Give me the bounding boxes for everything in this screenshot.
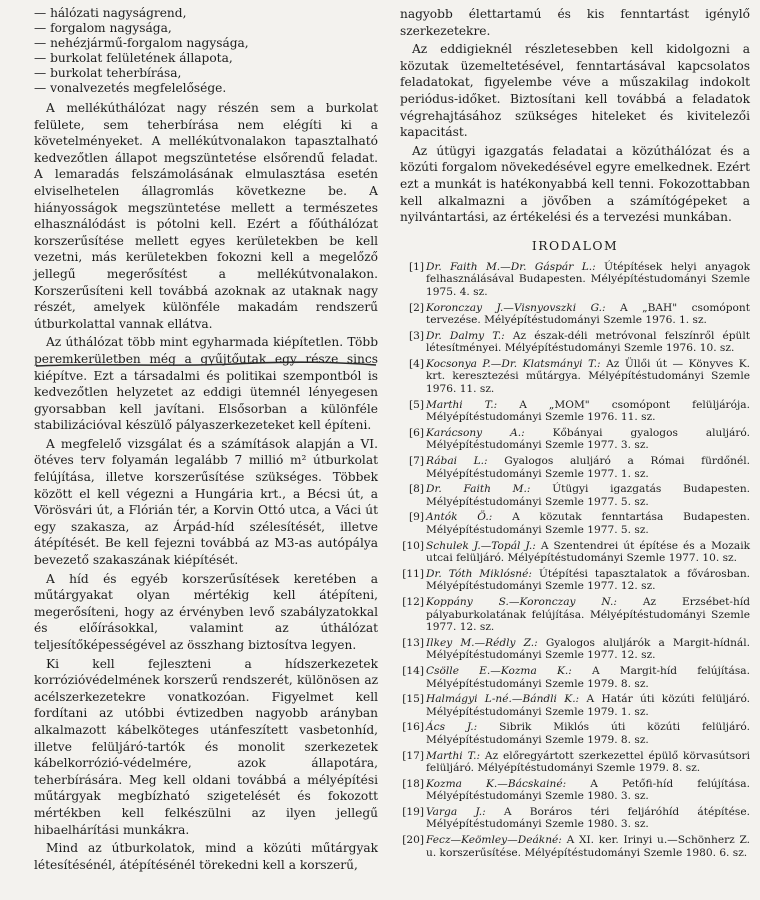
reference-authors: Ilkey M.—Rédly Z.: — [426, 636, 538, 649]
body-paragraph: Az eddigieknél részletesebben kell kidolgozni a közutak üzemeltetésével, fenntartásával kapcsolatos feladatokat, figyelembe véve a műszakilag indokolt periódus-időket. Biztosítani kell továbbá a feladatok végrehajtásához szükséges hiteleket és kivitelezői kapacitást. — [400, 42, 750, 140]
reference-item — [400, 750, 750, 775]
reference-item — [400, 358, 750, 396]
reference-text: Az Üllői út — Könyves K. krt. keresztezési műtárgya. Mélyépítéstudományi Szemle 1976. 11. sz. — [426, 357, 750, 396]
reference-item — [400, 511, 750, 536]
reference-item — [400, 806, 750, 831]
reference-authors: Ács J.: — [426, 721, 478, 734]
reference-authors: Koronczay J.—Visnyovszki G.: — [426, 301, 606, 314]
reference-number: [16] — [402, 721, 424, 734]
reference-number: [1] — [408, 260, 424, 273]
body-paragraph: A híd és egyéb korszerűsítések keretében a műtárgyakat olyan mértékig kell átépíteni, megerősíteni, hogy az érvényben levő szabályzatokkal és előírásokkal, valamint az úthálózat teljesítőképességével az összhang biztosítva legyen. — [34, 571, 378, 652]
reference-number: [13] — [402, 636, 424, 649]
reference-text: A „MOM" csomópont felüljárója. Mélyépítéstudományi Szemle 1976. 11. sz. — [426, 398, 750, 424]
reference-number: [15] — [402, 693, 424, 706]
reference-item — [400, 693, 750, 718]
reference-item — [400, 455, 750, 480]
reference-item — [400, 540, 750, 565]
reference-text: Útépítések helyi anyagok felhasználásával Budapesten. Mélyépítéstudományi Szemle 1975. 4. sz. — [426, 260, 751, 298]
body-paragraph: Az útügyi igazgatás feladatai a közúthálózat és a közúti forgalom növekedésével egyre emelkednek. Ezért ezt a munkát is hatékonyabbá kell tenni. Fokozottabban kell alkalmazni a jövőben a számítógépeket a nyilvántartási, az értékelési és a tervezési munkában. — [400, 143, 750, 225]
reference-item — [400, 778, 750, 803]
reference-number: [18] — [402, 777, 424, 790]
reference-authors: Varga J.: — [426, 805, 486, 818]
references-list — [400, 261, 750, 860]
right-column — [400, 6, 750, 862]
reference-text: Kőbányai gyalogos aluljáró. Mélyépítéstudományi Szemle 1977. 3. sz. — [426, 426, 750, 452]
reference-text: A Határ úti közúti felüljáró. Mélyépítéstudományi Szemle 1979. 1. sz. — [426, 693, 750, 718]
reference-item — [400, 596, 750, 634]
reference-text: A Szentendrei út építése és a Mozaik utcai felüljáró. Mélyépítéstudományi Szemle 1977. 10. sz. — [426, 539, 751, 565]
body-paragraph: Mind az útburkolatok, mind a közúti műtárgyak létesítésénél, átépítésénél törekedni kell a korszerű, — [34, 841, 378, 872]
reference-text: A Margit-híd felújítása. Mélyépítéstudományi Szemle 1979. 8. sz. — [426, 664, 750, 690]
reference-item — [400, 637, 750, 662]
reference-authors: Csölle E.—Kozma K.: — [426, 664, 572, 677]
reference-text: A „BAH" csomópont tervezése. Mélyépítéstudományi Szemle 1976. 1. sz. — [426, 301, 750, 327]
list-item: — burkolat teherbírása, — [34, 66, 378, 81]
criteria-list — [34, 6, 378, 96]
list-item: — nehézjármű-forgalom nagysága, — [34, 36, 378, 51]
reference-number: [5] — [408, 398, 424, 411]
reference-text: Sibrik Miklós úti közúti felüljáró. Mélyépítéstudományi Szemle 1979. 8. sz. — [426, 721, 750, 746]
reference-authors: Rábai L.: — [426, 455, 488, 468]
reference-number: [2] — [408, 301, 424, 314]
reference-text: Gyalogos aluljáró a Római fürdőnél. Mélyépítéstudományi Szemle 1977. 1. sz. — [426, 455, 750, 480]
reference-authors: Dr. Tóth Miklósné: — [426, 567, 532, 580]
reference-item — [400, 427, 750, 452]
reference-text: A Boráros téri feljáróhíd átépítése. Mélyépítéstudományi Szemle 1980. 3. sz. — [426, 805, 750, 831]
reference-authors: Fecz—Keömley—Deákné: — [426, 834, 562, 847]
reference-item — [400, 721, 750, 746]
reference-text: Az Erzsébet-híd pályaburkolatának felújítása. Mélyépítéstudományi Szemle 1977. 12. sz. — [426, 595, 750, 634]
body-paragraph: A mellékúthálózat nagy részén sem a burkolat felülete, sem teherbírása nem elégíti ki a követelményeket. A mellékútvonalakon tapasztalható kedvezőtlen állapot megszüntetése elsőrendű feladat. A lemaradás felszámolásának elmulasztása esetén elviselhetelen állagromlás következne be. A hiányosságok megszüntetése mellett a természetes elhasználódást is pótolni kell. Ezért a főúthálózat korszerűsítése mellett egyes kerületekben be kell vezetni, más kerületekben fokozni kell a megelőző jellegű megerősítést a mellékútvonalakon. Korszerűsíteni kell továbbá azoknak az utaknak nagy részét, amelyek különféle makadám rendszerű útburkolattal vannak ellátva. — [34, 101, 378, 331]
references-title: IRODALOM — [531, 237, 619, 253]
reference-number: [9] — [408, 511, 424, 524]
reference-item — [400, 302, 750, 327]
reference-item — [400, 330, 750, 355]
reference-authors: Koppány S.—Koronczay N.: — [426, 595, 617, 608]
reference-item — [400, 483, 750, 508]
body-paragraph: Az úthálózat több mint egyharmada kiépítetlen. Több peremkerületben még a gyűjtőutak egy része sincs kiépítve. Ezt a társadalmi és politikai szempontból is kedvezőtlen helyzetet az eddigi ütemnél lényegesen gyorsabban kell javítani. Elsősorban a különféle stabilizációval készülő pályaszerkezeteket kell építeni. — [34, 335, 378, 433]
reference-text: Az észak-déli metróvonal felszínről épült létesítményei. Mélyépítéstudományi Szemle 1976. 10. sz. — [426, 329, 751, 355]
reference-number: [4] — [408, 357, 424, 370]
reference-authors: Karácsony A.: — [426, 426, 525, 439]
reference-item — [400, 834, 750, 859]
reference-authors: Marthi T.: — [426, 398, 498, 411]
list-item: — vonalvezetés megfelelősége. — [34, 81, 378, 96]
reference-item — [400, 399, 750, 424]
list-item: — hálózati nagyságrend, — [34, 6, 378, 21]
reference-item — [400, 665, 750, 690]
body-paragraph: Ki kell fejleszteni a hídszerkezetek korrózióvédelmének korszerű rendszerét, különösen az acélszerkezetekre vonatkozóan. Figyelmet kell fordítani az utóbbi évtizedben nagyobb arányban alkalmazott kábelköteges utánfeszített vasbetonhíd, illetve felüljáró-tartók és monolit szerkezetek kábelkorrózió-védelmére, azok állapotára, teherbírására. Meg kell oldani továbbá a mélyépítési műtárgyak megbízható szigetelését és fokozott mértékben kell felkészülni az ilyen jellegű hibaelhárítási munkákra. — [34, 656, 378, 837]
list-item: — burkolat felületének állapota, — [34, 51, 378, 66]
reference-text: Útépítési tapasztalatok a fővárosban. Mélyépítéstudományi Szemle 1977. 12. sz. — [426, 567, 751, 593]
reference-number: [17] — [402, 749, 424, 762]
list-item: — forgalom nagysága, — [34, 21, 378, 36]
reference-number: [8] — [408, 483, 424, 496]
reference-authors: Antók Ö.: — [426, 511, 493, 524]
reference-text: Az előregyártott szerkezettel épülő körvasútsori felüljáró. Mélyépítéstudományi Szemle 1979. 8. sz. — [426, 749, 750, 775]
reference-number: [3] — [408, 329, 424, 342]
reference-number: [11] — [402, 567, 424, 580]
reference-text: A Petőfi-híd felújítása. Mélyépítéstudományi Szemle 1980. 3. sz. — [426, 777, 750, 803]
reference-authors: Dr. Faith M.: — [426, 483, 531, 496]
reference-number: [10] — [402, 539, 424, 552]
reference-text: Útügyi igazgatás Budapesten. Mélyépítéstudományi Szemle 1977. 5. sz. — [426, 483, 751, 508]
body-paragraph: A megfelelő vizsgálat és a számítások alapján a VI. ötéves terv folyamán legalább 7 millió m² útburkolat felújítása, illetve korszerűsítése szükséges. Többek között el kell végezni a Hungária krt., a Bécsi út, a Vörösvári út, a Flórián tér, a Korvin Ottó utca, a Váci út egy szakasza, az Árpád-híd szélesítését, illetve átépítését. Be kell fejezni továbbá az M3-as autópálya bevezető szakaszának kiépítését. — [34, 436, 378, 568]
reference-item — [400, 568, 750, 593]
reference-number: [7] — [408, 455, 424, 468]
reference-authors: Schulek J.—Topál J.: — [426, 539, 536, 552]
reference-number: [14] — [402, 664, 424, 677]
reference-item — [400, 261, 750, 299]
body-paragraph: nagyobb élettartamú és kis fenntartást igénylő szerkezetekre. — [400, 7, 750, 38]
reference-authors: Kozma K.—Bácskainé: — [426, 777, 567, 790]
reference-authors: Marthi T.: — [426, 749, 481, 762]
reference-number: [6] — [408, 426, 424, 439]
reference-number: [20] — [402, 834, 424, 847]
reference-authors: Kocsonya P.—Dr. Klatsmányi T.: — [426, 357, 601, 370]
reference-authors: Dr. Faith M.—Dr. Gáspár L.: — [426, 260, 596, 273]
reference-number: [12] — [402, 595, 424, 608]
reference-authors: Dr. Dalmy T.: — [426, 329, 505, 342]
reference-number: [19] — [402, 805, 424, 818]
left-column — [34, 6, 378, 875]
reference-text: Gyalogos aluljárók a Margit-hídnál. Mélyépítéstudományi Szemle 1977. 12. sz. — [426, 636, 751, 662]
reference-text: A XI. ker. Irinyi u.—Schönherz Z. u. korszerűsítése. Mélyépítéstudományi Szemle 1980. 6. sz. — [426, 834, 750, 859]
reference-authors: Halmágyi L-né.—Bándli K.: — [426, 693, 580, 706]
reference-text: A közutak fenntartása Budapesten. Mélyépítéstudományi Szemle 1977. 5. sz. — [426, 511, 750, 536]
